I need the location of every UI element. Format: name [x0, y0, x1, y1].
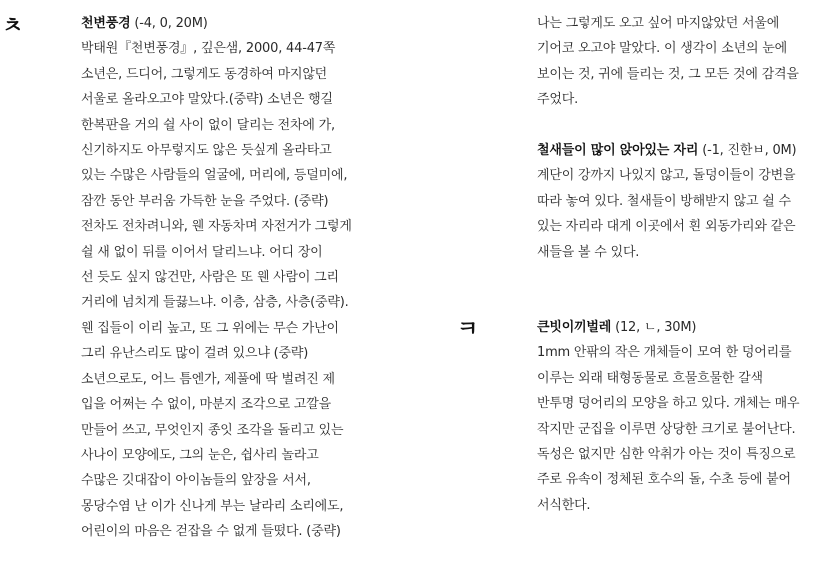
text-line: 몽당수염 난 이가 신나게 부는 날라리 소리에도,: [81, 498, 344, 514]
section-letter-kieuk: ㅋ: [457, 317, 479, 342]
text-line: 있는 수많은 사람들의 얼굴에, 머리에, 등덜미에,: [81, 168, 348, 184]
entry-body: [81, 36, 352, 544]
entry-heading: [537, 315, 799, 340]
text-line: 사나이 모양에도, 그의 눈은, 쉽사리 놀라고: [81, 447, 319, 463]
text-line: 어린이의 마음은 걷잡을 수 없게 들떴다. (중략): [81, 524, 341, 540]
text-line: 웬 집들이 이리 높고, 또 그 위에는 무슨 가난이: [81, 320, 339, 336]
entry-meta: (-1, 진한ㅂ, 0M): [698, 143, 797, 158]
entry-bryozoan: [537, 315, 799, 518]
section-letter-chieut: ㅊ: [2, 14, 24, 39]
entry-cheonbyeon-punggyeong: [81, 11, 352, 545]
entry-continuation: [537, 11, 799, 113]
text-line: 기어코 오고야 말았다. 이 생각이 소년의 눈에: [537, 41, 787, 57]
text-line: 서울로 올라오고야 말았다.(중략) 소년은 행길: [81, 92, 333, 108]
text-line: 전차도 전차려니와, 웬 자동차며 자전거가 그렇게: [81, 219, 352, 235]
text-line: 주로 유속이 정체된 호수의 돌, 수초 등에 붙어: [537, 472, 791, 488]
text-line: 그리 유난스리도 많이 걸려 있으냐 (중략): [81, 346, 309, 362]
entry-heading: [81, 11, 352, 36]
text-line: 따라 놓여 있다. 철새들이 방해받지 않고 쉴 수: [537, 193, 791, 209]
text-line: 나는 그렇게도 오고 싶어 마지않았던 서울에: [537, 16, 780, 31]
entry-meta: (12, ㄴ, 30M): [611, 320, 697, 335]
entry-title: 큰빗이끼벌레: [537, 320, 612, 335]
text-line: 작지만 군집을 이루면 상당한 크기로 불어난다.: [537, 421, 796, 437]
text-line: 1mm 안팎의 작은 개체들이 모여 한 덩어리를: [537, 345, 792, 361]
text-line: 한복판을 거의 쉴 사이 없이 달리는 전차에 가,: [81, 117, 335, 133]
entry-title: 철새들이 많이 앉아있는 자리: [537, 143, 699, 158]
text-line: 소년으로도, 어느 틈엔가, 제풀에 딱 벌려진 제: [81, 371, 335, 387]
text-line: 입을 어쩌는 수 없이, 마분지 조각으로 고깔을: [81, 397, 331, 413]
text-line: 잠깐 동안 부러움 가득한 눈을 주었다. (중략): [81, 193, 329, 209]
text-line: 있는 자리라 대게 이곳에서 흰 외동가리와 같은: [537, 219, 796, 235]
entry-title: 천변풍경: [81, 16, 131, 31]
text-line: 쉴 새 없이 뒤를 이어서 달리느냐. 어디 장이: [81, 244, 323, 260]
entry-heading: [537, 138, 796, 163]
text-line: 계단이 강까지 나있지 않고, 돌덩이들이 강변을: [537, 168, 796, 184]
text-line: 선 듯도 싶지 않건만, 사람은 또 웬 사람이 그리: [81, 270, 339, 286]
text-line: 주었다.: [537, 92, 579, 108]
text-line: 신기하지도 아무렇지도 않은 듯싶게 올라타고: [81, 143, 332, 159]
text-line: 독성은 없지만 심한 악취가 아는 것이 특징으로: [537, 447, 796, 463]
text-line: 박태원『천변풍경』, 깊은샘, 2000, 44-47쪽: [81, 41, 336, 57]
entry-meta: (-4, 0, 20M): [130, 16, 208, 31]
text-line: 새들을 볼 수 있다.: [537, 244, 640, 260]
text-line: 이루는 외래 태형동물로 흐물흐물한 갈색: [537, 370, 763, 386]
text-line: 보이는 것, 귀에 들리는 것, 그 모든 것에 감격을: [537, 66, 799, 82]
text-line: 서식한다.: [537, 497, 591, 513]
text-line: 거리에 넘치게 들끓느냐. 이층, 삼층, 사층(중략).: [81, 295, 349, 311]
text-line: 소년은, 드디어, 그렇게도 동경하여 마지않던: [81, 66, 328, 82]
text-line: 수많은 깃대잡이 아이놈들의 앞장을 서서,: [81, 473, 311, 489]
text-line: 만들어 쓰고, 무엇인지 종잇 조각을 돌리고 있는: [81, 422, 344, 438]
entry-migratory-birds-spot: [537, 138, 796, 265]
text-line: 반투명 덩어리의 모양을 하고 있다. 개체는 매우: [537, 396, 800, 412]
